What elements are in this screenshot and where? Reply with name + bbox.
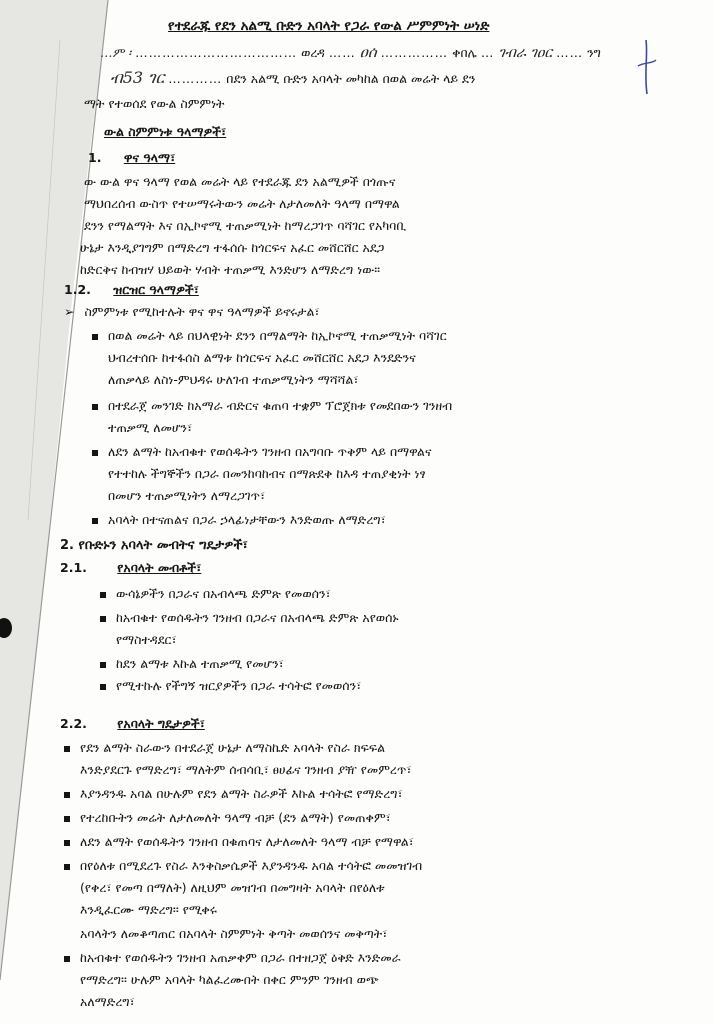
- header-line-3: ማት የተወሰደ የውል ስምምነት: [84, 96, 225, 111]
- arrow-bullet-icon: ➢: [64, 304, 75, 319]
- list-item: [92, 512, 386, 528]
- section-title: ዝርዝር ዓላማዎች፣: [113, 282, 199, 297]
- document-title: የተደራጁ የደን አልሚ ቡድን አባላት የጋራ የውል ሥምምነት ሠነድ: [168, 18, 490, 34]
- item-line: ከደን ልማቱ እኩል ተጠቃሚ የመሆን፣: [116, 656, 284, 671]
- dotted-fill: ……: [556, 45, 584, 60]
- section-2-2-heading: [60, 716, 205, 732]
- square-bullet-icon: [100, 684, 106, 690]
- list-item-cont: ህብረተሰቡ ከተፋሰስ ልማቱ ከጎርፍና አፈር መሸርሸር አደጋ እንደድንና: [108, 350, 416, 365]
- square-bullet-icon: [92, 450, 98, 456]
- list-item-cont: እንድያደርጉ የማድረግ፣ ማለትም ሰብሳቢ፣ ፀሀፊና ገንዘብ ያዥ የመምረጥ፣: [80, 762, 412, 777]
- paragraph-line: ከድርቅና ከብዝሃ ህይወት ሃብት ተጠቃሚ እንድሆን ለማድረግ ነው፡፡: [80, 262, 381, 277]
- list-item-cont: የማድረግ፡፡ ሁሉም አባላት ካልፈረሙበት በቀር ምንም ገንዘብ ወጭ: [80, 972, 379, 987]
- item-line: የሚተኩሉ የችግኝ ዝርያዎችን በጋራ ተሳትፎ የመወሰን፣: [116, 678, 362, 693]
- list-item-cont: የማስተዳደር፣: [116, 632, 177, 647]
- header-suffix: ንግ: [587, 45, 601, 60]
- list-item: [92, 398, 452, 414]
- square-bullet-icon: [64, 864, 70, 870]
- square-bullet-icon: [64, 816, 70, 822]
- list-item: [64, 834, 414, 850]
- item-line: በየዕለቱ በሚደረጉ የስራ እንቅስቃሴዎች እያንዳንዱ አባል ተሳትፎ መመዝገብ: [80, 858, 423, 873]
- item-line: አባላት በተናጠልና በጋራ ኃላፊነታቸውን እንድወጡ ለማድረግ፣: [108, 512, 386, 527]
- square-bullet-icon: [100, 616, 106, 622]
- section-1-heading: ውል ስምምነቱ ዓላማዎች፣: [104, 124, 227, 139]
- dotted-fill: ………………………………: [135, 45, 298, 60]
- paragraph-line: ው ውል ዋና ዓላማ የወል መሬት ላይ የተደራጁ ደን አልሚዎች በጎጡና: [84, 174, 396, 189]
- section-title: የአባላት መብቶች፣: [117, 560, 202, 575]
- dotted-fill: ……………: [380, 45, 449, 60]
- wereda-value: ዐሰ: [359, 43, 377, 61]
- list-item-cont: ለጠቃላይ ለስነ-ምህዳሩ ሁለገብ ተጠቃሚነትን ማሻሻል፣: [108, 372, 359, 387]
- section-number: 2.1.: [60, 560, 87, 575]
- square-bullet-icon: [100, 662, 106, 668]
- item-line: በተደራጀ መንገድ ከአማራ ብድርና ቁጠባ ተቋም ፕሮጀክቱ የመደበውን ገንዘብ: [108, 398, 453, 413]
- list-item: [100, 586, 331, 602]
- punch-hole-mark-icon: [0, 616, 14, 640]
- item-line: ከአብቁተ የወሰዱትን ገንዘብ በጋራና በአብላጫ ድምጽ አየወሰኑ: [116, 610, 399, 625]
- list-item-cont: (የቀረ፣ የመጣ በማለት) ለዚህም መዝገብ በመግዛት አባላት በየዕለቱ: [80, 880, 385, 895]
- list-item: [64, 810, 391, 826]
- list-item: [100, 610, 399, 626]
- item-line: ለደን ልማት ከአብቁተ የወሰዱትን ገንዘብ በአግባቡ ጥቅም ላይ በማዋልና: [108, 444, 432, 459]
- paragraph-line: ደንን የማልማት እና በኢኮኖሚ ተጠቃሚነት ከማረጋገጥ ባሻገር የአካባቢ: [84, 218, 407, 233]
- list-item: [92, 328, 447, 344]
- item-line: በወል መሬት ላይ በህላዊነት ደንን በማልማት ከኢኮኖሚ ተጠቃሚነት ባሻገር: [108, 328, 447, 343]
- paragraph-line: ሁኔታ እንዲያገግም በማድረግ ተፋሰሱ ከጎርፍና አፈር መሸርሸር አደጋ: [80, 240, 385, 255]
- section-1-2-heading: [64, 282, 199, 298]
- square-bullet-icon: [64, 840, 70, 846]
- kebele-value: ገብራ ገዐር: [498, 45, 553, 61]
- list-item-cont: አባላትን ለመቆጣጠር በአባላት ስምምነት ቅጣት መወሰንና መቅጣት፣: [80, 926, 388, 941]
- lead-text: ስምምነቱ የሚከተሉት ዋና ዋና ዓላማዎች ይኖሩታል፣: [84, 304, 320, 319]
- section-title: የአባላት ግዴታዎች፣: [117, 716, 205, 731]
- list-item-cont: አለማድረግ፣: [80, 994, 135, 1009]
- square-bullet-icon: [92, 334, 98, 340]
- section-2-heading: 2. የቡድኑን አባላት መብትና ግዴታዎች፣: [60, 538, 248, 553]
- handwritten-margin-mark-icon: [632, 38, 662, 98]
- dotted-fill: …: [480, 45, 495, 60]
- item-line: ውሳኔዎችን በጋራና በአብላጫ ድምጽ የመወሰን፣: [116, 586, 331, 601]
- square-bullet-icon: [64, 956, 70, 962]
- list-item: [64, 950, 401, 966]
- list-item: [100, 656, 284, 672]
- sub2-lead: [64, 304, 320, 320]
- header-code: …ም ፡: [100, 45, 132, 60]
- list-item-cont: ተጠቃሚ ለመሆን፣: [108, 420, 193, 435]
- list-item: [92, 444, 431, 460]
- list-item: [64, 786, 403, 802]
- list-item-cont: በመሆን ተጠቃሚነትን ለማረጋገጥ፣: [108, 488, 266, 503]
- item-line: ለደን ልማት የወሰዱትን ገንዘብ በቁጠባና ለታለመለት ዓላማ ብቻ የማዋል፣: [80, 834, 414, 849]
- list-item-cont: እንዲፈርሙ ማድረግ፡፡ የሚቀሩ: [80, 902, 217, 917]
- section-number: 2.2.: [60, 716, 87, 731]
- square-bullet-icon: [92, 518, 98, 524]
- header-line-2-text: በደን አልሚ ቡድን አባላት መካከል በወል መሬት ላይ ደን: [226, 71, 476, 86]
- section-1-1-heading: [88, 150, 175, 166]
- item-line: ከአብቁተ የወሰዱትን ገንዘብ አጠቃቀም በጋራ በተዘጋጀ ዕቅድ እንድመራ: [80, 950, 401, 965]
- square-bullet-icon: [100, 592, 106, 598]
- section-number: 1.2.: [64, 282, 91, 297]
- wereda-label: ወረዳ: [301, 45, 325, 60]
- list-item: [64, 858, 422, 874]
- square-bullet-icon: [64, 746, 70, 752]
- section-2-1-heading: [60, 560, 201, 576]
- header-line-2: [110, 70, 475, 87]
- item-line: እያንዳንዱ አባል በሁሉም የደን ልማት ስራዎች እኩል ተሳትፎ የማድረግ፣: [80, 786, 403, 801]
- dotted-fill: ……: [328, 45, 356, 60]
- list-item: [64, 740, 385, 756]
- list-item: [100, 678, 361, 694]
- kebele-label: ቀበሌ: [452, 45, 477, 60]
- item-line: የደን ልማት ስራውን በተደራጀ ሁኔታ ለማስኬድ አባላት የስራ ክፍፍል: [80, 740, 386, 755]
- section-title: ዋና ዓላማ፣: [123, 150, 176, 165]
- paragraph-line: ማህበረሰብ ውስጥ የተሠማሩትውን መሬት ለታለመለት ዓላማ በማዋል: [84, 196, 400, 211]
- handwritten-number: ብ53 ገር: [110, 68, 165, 87]
- header-line-1: [100, 44, 601, 61]
- square-bullet-icon: [92, 404, 98, 410]
- square-bullet-icon: [64, 792, 70, 798]
- item-line: የተረከቡትን መሬት ለታለመለት ዓላማ ብቻ (ደን ልማት) የመጠቀም፣: [80, 810, 391, 825]
- section-number: 1.: [88, 150, 102, 165]
- list-item-cont: የተተከሉ ችግኞችን በጋራ በመንከባከብና በማጽደቅ ከእዳ ተጠያቂነት ነፃ: [108, 466, 426, 481]
- dotted-fill: …………: [168, 71, 223, 86]
